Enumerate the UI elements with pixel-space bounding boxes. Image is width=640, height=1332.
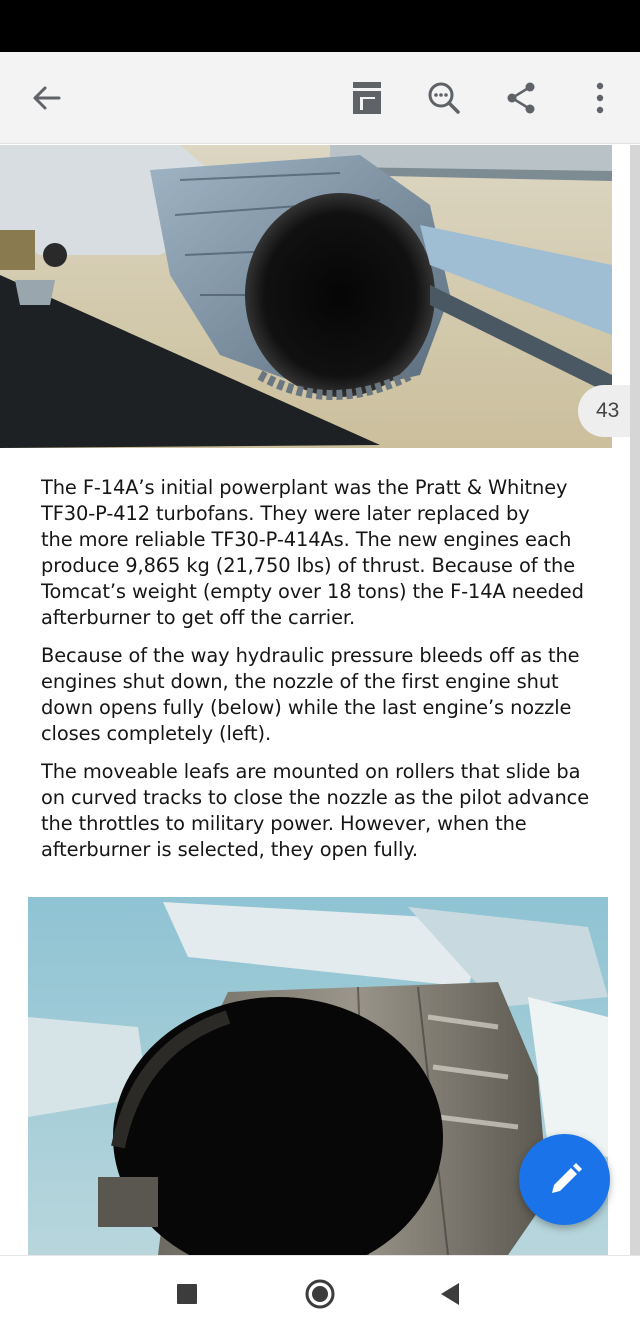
back-button[interactable] <box>18 70 74 126</box>
reading-mode-button[interactable] <box>339 70 395 126</box>
status-bar <box>0 0 640 52</box>
scroll-track[interactable] <box>630 145 640 1255</box>
more-vert-icon <box>594 80 606 116</box>
edit-pencil-icon <box>547 1162 583 1198</box>
triangle-back-icon <box>439 1282 461 1306</box>
engine-nozzle-photo-open <box>28 897 608 1255</box>
reading-mode-icon <box>352 80 382 116</box>
app-toolbar <box>0 52 640 144</box>
paragraph-hydraulic: Because of the way hydraulic pressure bleeds off as the engines shut down, the nozzle of the first engine shut down opens fully (below) while the last engine’s nozzle closes completely (left). <box>41 644 580 745</box>
page-number-badge: 43 <box>578 385 640 437</box>
square-icon <box>176 1283 198 1305</box>
nav-back-button[interactable] <box>428 1272 472 1316</box>
search-icon <box>426 80 462 116</box>
home-button[interactable] <box>298 1272 342 1316</box>
arrow-left-icon <box>28 80 64 116</box>
paragraph-powerplant: The F-14A’s initial powerplant was the Pratt & Whitney TF30-P-412 turbofans. They were later replaced by the more reliable TF30-P-414As. The new engines each produce 9,865 kg (21,750 lbs) of thrust. Because of the Tomcat’s weight (empty over 18 tons) the F-14A needed afterburner to get off the carrier. <box>41 476 584 629</box>
share-icon <box>503 80 539 116</box>
edit-button[interactable] <box>519 1134 610 1225</box>
article-text <box>41 475 612 875</box>
share-button[interactable] <box>493 70 549 126</box>
more-options-button[interactable] <box>572 70 628 126</box>
system-navigation-bar <box>0 1255 640 1332</box>
circle-home-icon <box>304 1278 336 1310</box>
engine-nozzle-photo-closed <box>0 145 612 448</box>
document-viewport[interactable] <box>0 145 640 1255</box>
recents-button[interactable] <box>165 1272 209 1316</box>
paragraph-leafs: The moveable leafs are mounted on rollers that slide ba on curved tracks to close the nozzle as the pilot advance the throttles to military power. However, when the afterburner is selected, they open fully. <box>41 760 590 861</box>
search-button[interactable] <box>416 70 472 126</box>
